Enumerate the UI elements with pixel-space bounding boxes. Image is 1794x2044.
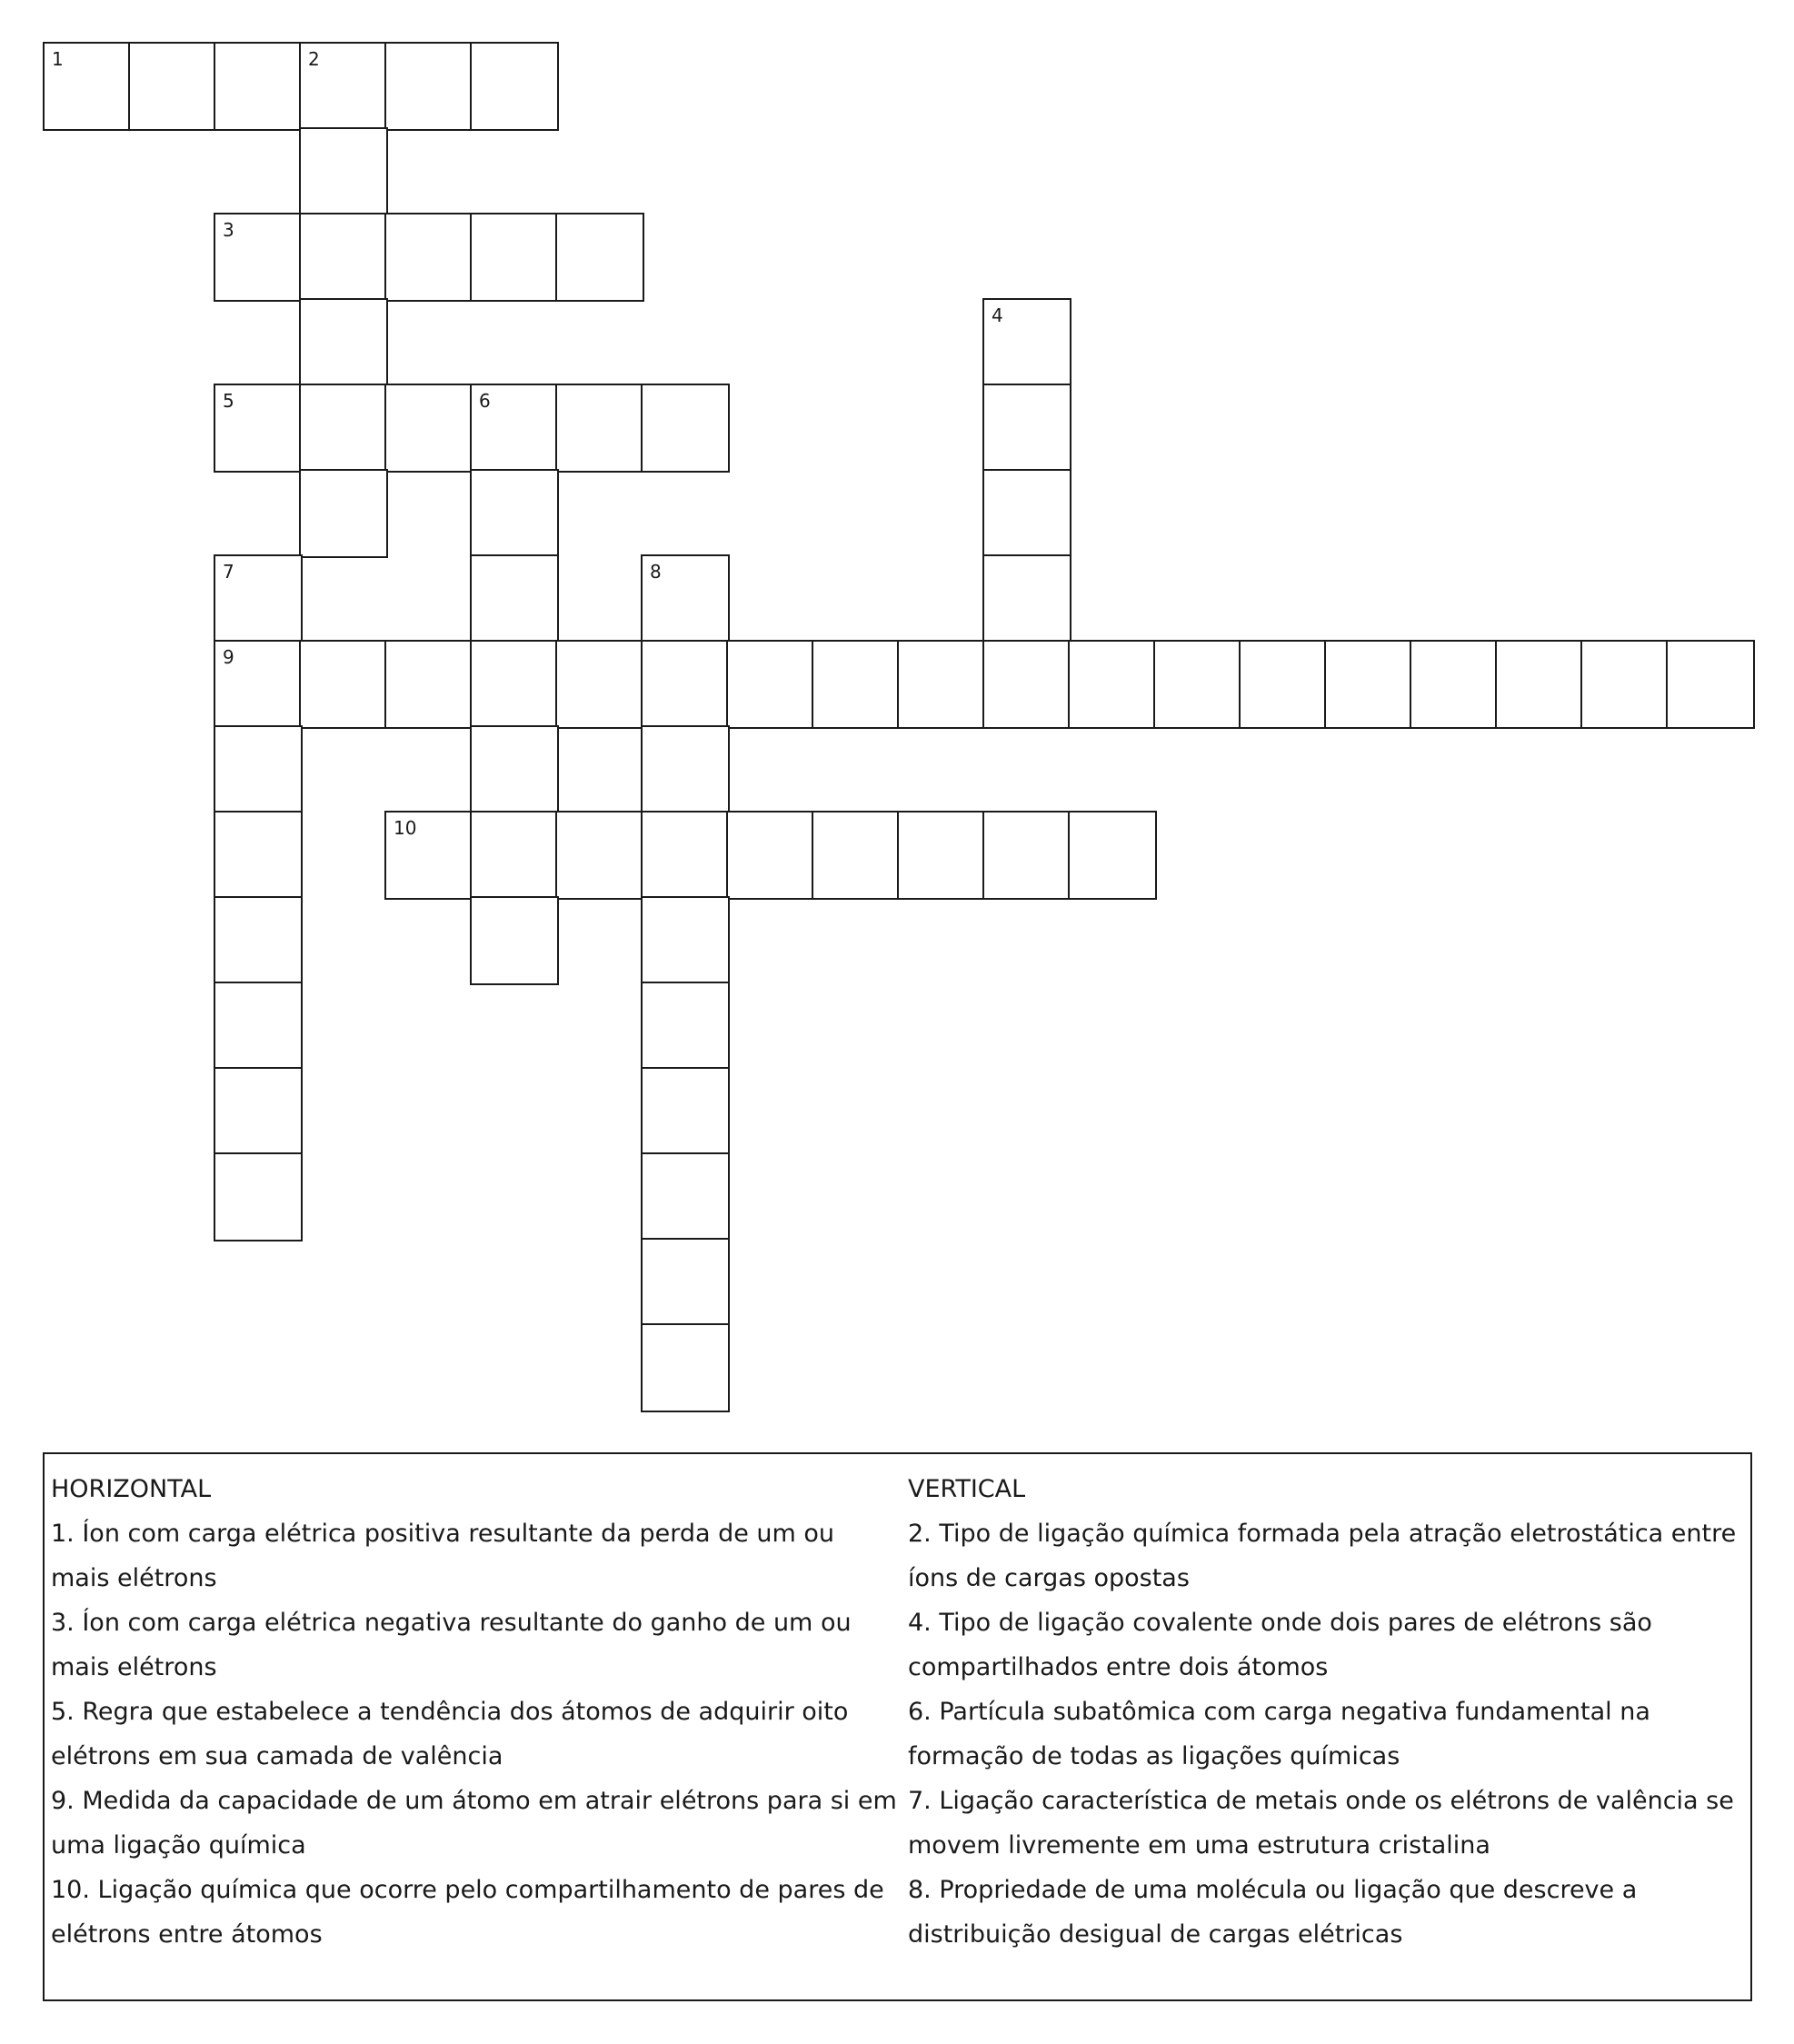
crossword-cell[interactable] [470,469,559,558]
crossword-cell[interactable] [641,554,730,643]
crossword-cell[interactable] [641,896,730,985]
crossword-cell[interactable] [214,725,303,814]
crossword-cell[interactable] [812,811,901,900]
clue-number: 8 [650,561,662,583]
clue-horizontal-5: 5. Regra que estabelece a tendência dos átomos de adquirir oito elétrons em sua camada de valência [51,1698,849,1770]
crossword-cell[interactable] [214,640,303,729]
crossword-cell[interactable] [641,811,730,900]
clue-horizontal-9: 9. Medida da capacidade de um átomo em atrair elétrons para si em uma ligação química [51,1787,897,1860]
clue-vertical-8: 8. Propriedade de uma molécula ou ligação que descreve a distribuição desigual de cargas elétricas [908,1876,1638,1949]
crossword-cell[interactable] [384,640,473,729]
crossword-cell[interactable] [43,42,132,131]
crossword-cell[interactable] [555,811,644,900]
crossword-cell[interactable] [470,42,559,131]
crossword-cell[interactable] [384,384,473,473]
crossword-cell[interactable] [214,811,303,900]
crossword-cell[interactable] [1068,640,1157,729]
crossword-cell[interactable] [470,384,559,473]
clue-number: 2 [308,48,320,70]
crossword-cell[interactable] [384,811,473,900]
crossword-cell[interactable] [470,896,559,985]
crossword-cell[interactable] [128,42,217,131]
clue-vertical-6: 6. Partícula subatômica com carga negativa fundamental na formação de todas as ligações químicas [908,1698,1650,1770]
crossword-cell[interactable] [641,982,730,1071]
crossword-cell[interactable] [641,1067,730,1156]
clue-number: 6 [479,390,491,412]
clue-number: 7 [223,561,234,583]
crossword-cell[interactable] [299,384,388,473]
crossword-cell[interactable] [555,640,644,729]
crossword-cell[interactable] [897,640,986,729]
vertical-title: VERTICAL [908,1475,1026,1503]
clue-number: 9 [223,646,234,668]
clue-number: 1 [52,48,64,70]
crossword-cell[interactable] [1410,640,1499,729]
crossword-cell[interactable] [982,640,1071,729]
crossword-cell[interactable] [1239,640,1328,729]
horizontal-clues [51,1467,901,1957]
crossword-cell[interactable] [641,384,730,473]
crossword-cell[interactable] [214,1152,303,1241]
crossword-cell[interactable] [1324,640,1413,729]
crossword-cell[interactable] [1666,640,1755,729]
horizontal-title: HORIZONTAL [51,1475,212,1503]
crossword-cell[interactable] [214,896,303,985]
clue-number: 5 [223,390,234,412]
crossword-cell[interactable] [726,811,815,900]
clue-vertical-7: 7. Ligação característica de metais onde os elétrons de valência se movem livremente em uma estrutura cristalina [908,1787,1734,1860]
crossword-cell[interactable] [470,640,559,729]
crossword-cell[interactable] [299,469,388,558]
crossword-cell[interactable] [812,640,901,729]
crossword-cell[interactable] [214,384,303,473]
crossword-cell[interactable] [299,213,388,302]
crossword-cell[interactable] [470,811,559,900]
crossword-cell[interactable] [470,554,559,643]
clue-vertical-2: 2. Tipo de ligação química formada pela atração eletrostática entre íons de cargas opostas [908,1520,1737,1592]
clue-horizontal-3: 3. Íon com carga elétrica negativa resultante do ganho de um ou mais elétrons [51,1609,852,1681]
crossword-cell[interactable] [982,298,1071,387]
crossword-cell[interactable] [982,469,1071,558]
crossword-cell[interactable] [982,811,1071,900]
crossword-cell[interactable] [726,640,815,729]
crossword-cell[interactable] [384,213,473,302]
crossword-cell[interactable] [555,213,644,302]
crossword-cell[interactable] [214,1067,303,1156]
clue-number: 3 [223,219,234,241]
crossword-cell[interactable] [1495,640,1584,729]
crossword-cell[interactable] [470,213,559,302]
crossword-cell[interactable] [982,384,1071,473]
crossword-cell[interactable] [1068,811,1157,900]
crossword-cell[interactable] [384,42,473,131]
crossword-cell[interactable] [897,811,986,900]
clue-number: 4 [992,304,1003,326]
crossword-cell[interactable] [299,42,388,131]
crossword-cell[interactable] [299,640,388,729]
crossword-cell[interactable] [641,1323,730,1412]
crossword-cell[interactable] [641,640,730,729]
crossword-cell[interactable] [214,982,303,1071]
crossword-cell[interactable] [214,42,303,131]
clue-vertical-4: 4. Tipo de ligação covalente onde dois pares de elétrons são compartilhados entre dois átomos [908,1609,1652,1681]
clue-horizontal-10: 10. Ligação química que ocorre pelo compartilhamento de pares de elétrons entre átomos [51,1876,884,1949]
vertical-clues [908,1467,1749,1957]
crossword-cell[interactable] [641,1152,730,1241]
crossword-cell[interactable] [299,298,388,387]
clue-horizontal-1: 1. Íon com carga elétrica positiva resultante da perda de um ou mais elétrons [51,1520,835,1592]
crossword-cell[interactable] [982,554,1071,643]
crossword-cell[interactable] [299,127,388,216]
crossword-cell[interactable] [1580,640,1669,729]
crossword-cell[interactable] [1153,640,1242,729]
crossword-cell[interactable] [214,554,303,643]
crossword-cell[interactable] [641,725,730,814]
crossword-cell[interactable] [555,384,644,473]
clue-number: 10 [394,817,417,839]
crossword-cell[interactable] [641,1238,730,1327]
crossword-cell[interactable] [470,725,559,814]
clues-box [43,1452,1752,2001]
crossword-cell[interactable] [214,213,303,302]
